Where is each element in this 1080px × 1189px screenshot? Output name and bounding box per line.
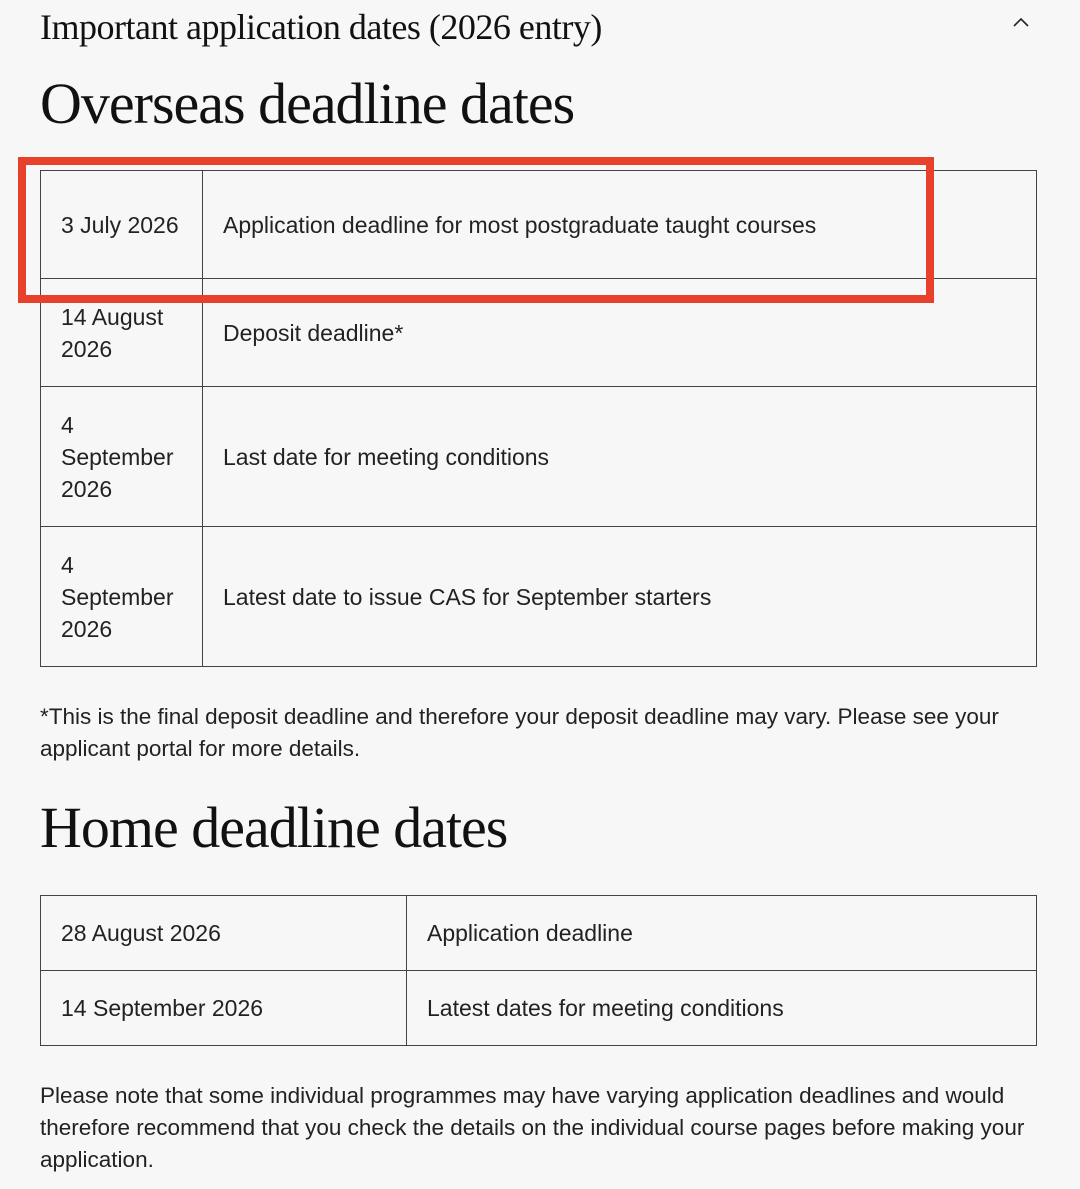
date-cell: 4 September 2026 (41, 387, 203, 527)
description-cell: Latest date to issue CAS for September starters (203, 527, 1037, 667)
deposit-footnote: *This is the final deposit deadline and therefore your deposit deadline may vary. Please see your applicant portal for more details. (40, 704, 999, 761)
overseas-heading: Overseas deadline dates (40, 71, 575, 136)
date-cell: 28 August 2026 (41, 896, 407, 971)
description-cell: Deposit deadline* (203, 279, 1037, 387)
table-row (41, 971, 1037, 1046)
description-cell: Application deadline for most postgraduate taught courses (203, 171, 1037, 279)
table-row (41, 896, 1037, 971)
table-row (41, 279, 1037, 387)
home-heading: Home deadline dates (40, 795, 508, 860)
description-cell: Latest dates for meeting conditions (407, 971, 1037, 1046)
description-cell: Last date for meeting conditions (203, 387, 1037, 527)
description-cell: Application deadline (407, 896, 1037, 971)
accordion-header[interactable] (40, 0, 1040, 56)
date-cell: 14 September 2026 (41, 971, 407, 1046)
table-row (41, 527, 1037, 667)
programme-note: Please note that some individual programmes may have varying application deadlines and would therefore recommend that you check the details on the individual course pages before making your application. (40, 1083, 1025, 1172)
home-deadlines-table (40, 895, 1037, 1046)
date-cell: 14 August 2026 (41, 279, 203, 387)
chevron-up-icon[interactable] (1012, 14, 1030, 32)
date-cell: 3 July 2026 (41, 171, 203, 279)
overseas-deadlines-table (40, 170, 1037, 667)
date-cell: 4 September 2026 (41, 527, 203, 667)
table-row (41, 171, 1037, 279)
table-row (41, 387, 1037, 527)
accordion-title: Important application dates (2026 entry) (40, 7, 602, 47)
